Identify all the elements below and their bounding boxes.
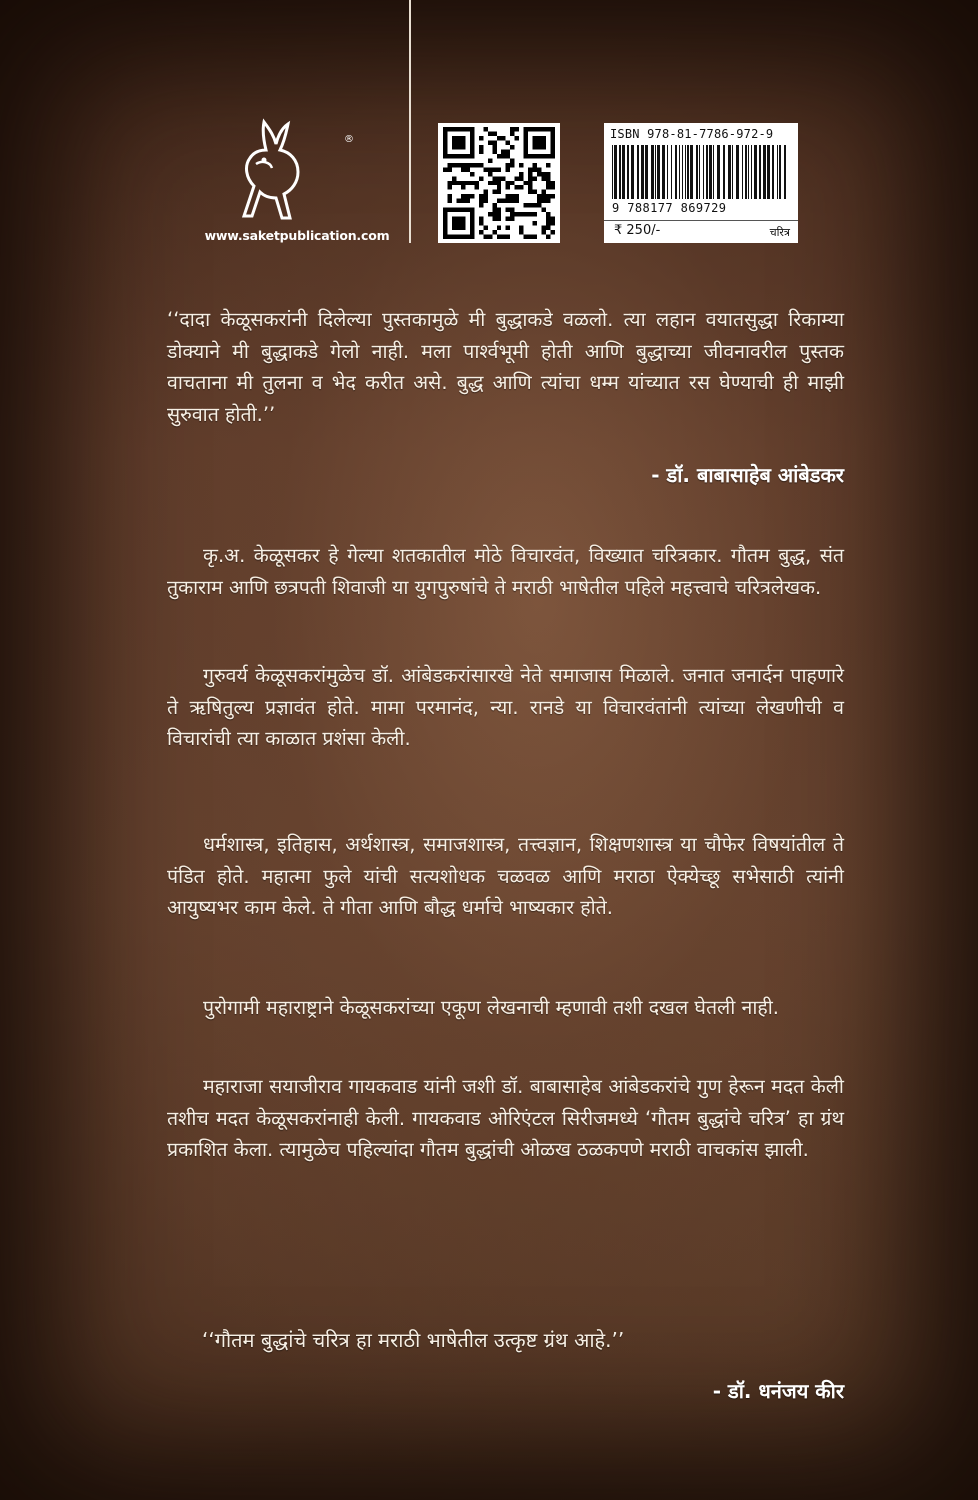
genre-label: चरित्र [769,226,790,239]
paragraph-2 [167,660,844,755]
price-label: ₹ 250/- [614,223,661,238]
quote-bottom-attribution: - डॉ. धनंजय कीर [712,1379,844,1403]
isbn-label: ISBN 978-81-7786-972-9 [610,127,774,141]
qr-code-icon [442,127,556,239]
paragraph-text: गुरुवर्य केळूसकरांमुळेच डॉ. आंबेडकरांसारखे नेते समाजास मिळाले. जनात जनार्दन पाहणारे ते ऋषितुल्य प्रज्ञावंत होते. मामा परमानंद, न्या. रानडे या विचारवंतांनी त्यांच्या लेखणीची व विचारांची त्या काळात प्रशंसा केली. [167,664,844,750]
barcode-icon [610,145,792,201]
quote-top-attribution: - डॉ. बाबासाहेब आंबेडकर [651,463,844,487]
registered-mark: ® [344,134,354,145]
header-divider [409,0,411,243]
rabbit-logo-icon [234,116,344,224]
paragraph-text: धर्मशास्त्र, इतिहास, अर्थशास्त्र, समाजशास्त्र, तत्त्वज्ञान, शिक्षणशास्त्र या चौफेर विषयांतील ते पंडित होते. महात्मा फुले यांची सत्यशोधक चळवळ आणि मराठा ऐक्येच्छू सभेसाठी त्यांनी आयुष्यभर काम केले. ते गीता आणि बौद्ध धर्माचे भाष्यकार होते. [167,833,844,919]
paragraph-4 [167,992,844,1024]
qr-code[interactable] [438,123,560,243]
paragraph-text: पुरोगामी महाराष्ट्राने केळूसकरांच्या एकूण लेखनाची म्हणावी तशी दखल घेतली नाही. [203,996,780,1019]
paragraph-text: कृ.अ. केळूसकर हे गेल्या शतकातील मोठे विचारवंत, विख्यात चरित्रकार. गौतम बुद्ध, संत तुकाराम आणि छत्रपती शिवाजी या युगपुरुषांचे ते मराठी भाषेतील पहिले महत्त्वाचे चरित्रलेखक. [167,544,844,599]
isbn-barcode-block [604,123,798,243]
paragraph-1 [167,540,844,603]
isbn-number: 9 788177 869729 [612,201,727,215]
paragraph-3 [167,829,844,924]
barcode-separator [604,220,798,221]
publisher-website[interactable]: www.saketpublication.com [204,228,390,243]
quote-top: ‘‘दादा केळूसकरांनी दिलेल्या पुस्तकामुळे मी बुद्धाकडे वळलो. त्या लहान वयातसुद्धा रिकाम्या डोक्याने मी बुद्धाकडे गेलो नाही. मला पार्श्वभूमी होती आणि बुद्धाच्या जीवनावरील पुस्तक वाचताना मी तुलना व भेद करीत असे. बुद्ध आणि त्यांचा धम्म यांच्यात रस घेण्याची ही माझी सुरुवात होती.’’ [167,308,844,426]
quote-bottom: ‘‘गौतम बुद्धांचे चरित्र हा मराठी भाषेतील उत्कृष्ट ग्रंथ आहे.’’ [202,1328,625,1352]
paragraph-5 [167,1071,844,1166]
publisher-logo [202,110,392,245]
paragraph-text: महाराजा सयाजीराव गायकवाड यांनी जशी डॉ. बाबासाहेब आंबेडकरांचे गुण हेरून मदत केली तशीच मदत केळूसकरांनाही केली. गायकवाड ओरिएंटल सिरीजमध्ये ‘गौतम बुद्धांचे चरित्र’ हा ग्रंथ प्रकाशित केला. त्यामुळेच पहिल्यांदा गौतम बुद्धांची ओळख ठळकपणे मराठी वाचकांस झाली. [167,1075,844,1161]
